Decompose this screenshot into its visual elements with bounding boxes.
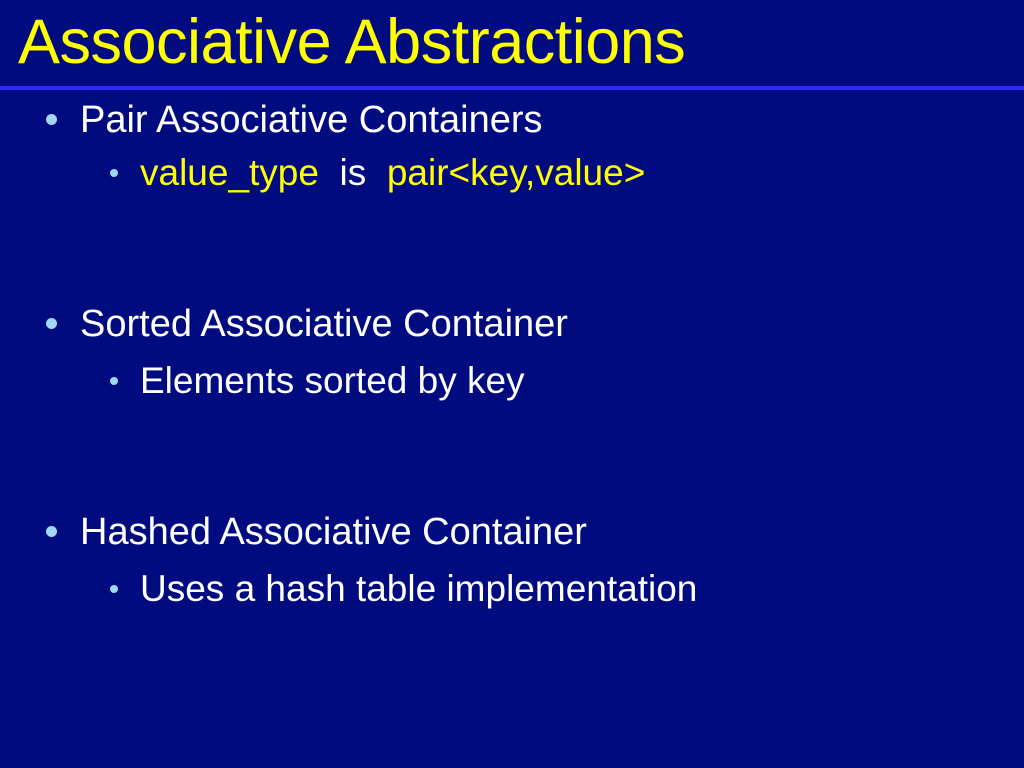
list-item [0,358,1024,404]
bullet-dot-icon [46,114,57,125]
code-token-value-type: value_type [140,152,319,193]
slide-body [0,96,1024,612]
page-title: Associative Abstractions [18,7,686,77]
list-item-label: Hashed Associative Container [80,511,587,553]
list-item [0,300,1024,348]
spacer [0,196,1024,300]
spacer [0,348,1024,358]
title-divider [0,86,1024,90]
bullet-block-hashed [0,508,1024,612]
spacer [0,404,1024,508]
text-is: is [339,152,367,193]
list-item-label: Sorted Associative Container [80,303,568,345]
list-item [0,566,1024,612]
list-item-label: Pair Associative Containers [80,99,543,141]
code-token-pair: pair<key,value> [386,152,646,193]
bullet-dot-icon [46,318,57,329]
bullet-dot-icon [110,585,118,593]
bullet-dot-icon [110,377,118,385]
spacer [0,556,1024,566]
list-item [0,508,1024,556]
bullet-block-sorted [0,300,1024,404]
list-item [0,96,1024,144]
list-item [0,150,1024,196]
list-item-label: Elements sorted by key [140,360,525,401]
list-item-label: Uses a hash table implementation [140,568,698,609]
bullet-dot-icon [110,169,118,177]
bullet-block-pair [0,96,1024,196]
bullet-dot-icon [46,526,57,537]
